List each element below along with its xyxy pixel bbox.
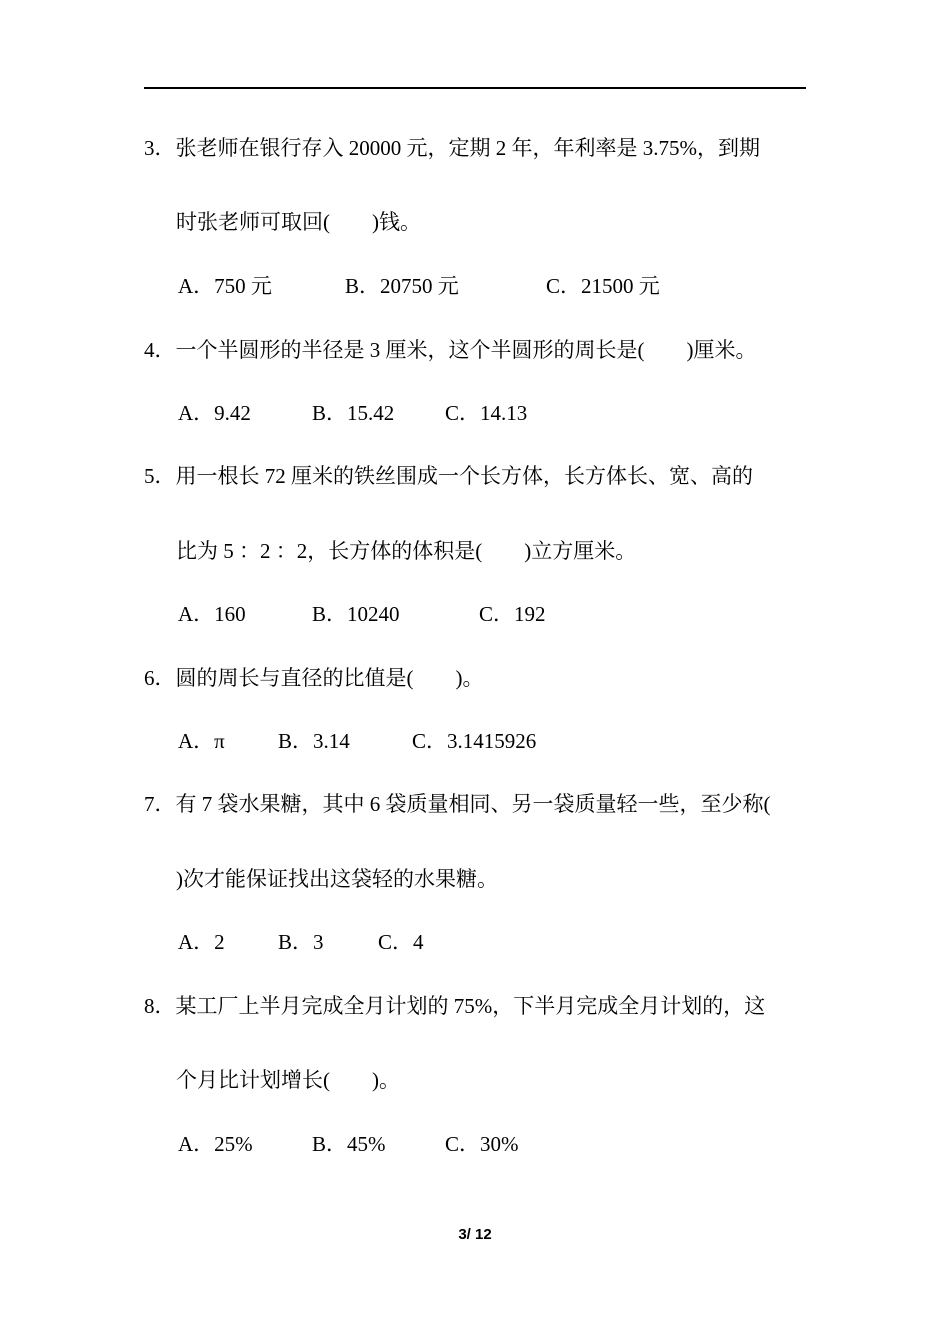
question-4-option-a[interactable]: A．9.42 bbox=[178, 401, 251, 425]
question-5-line-2: 比为 5 ：2 ：2，长方体的体积是( )立方厘米。 bbox=[176, 539, 637, 563]
question-7-line-2: )次才能保证找出这袋轻的水果糖。 bbox=[176, 867, 498, 891]
question-4-option-c[interactable]: C．14.13 bbox=[445, 401, 528, 425]
question-8-line-2: 个月比计划增长( )。 bbox=[176, 1068, 400, 1092]
question-8-option-a[interactable]: A．25% bbox=[178, 1132, 253, 1156]
question-5-option-a[interactable]: A．160 bbox=[178, 602, 246, 626]
question-6-line-1: 6．圆的周长与直径的比值是( )。 bbox=[144, 666, 484, 690]
question-8-option-c[interactable]: C．30% bbox=[445, 1132, 519, 1156]
question-3-option-b[interactable]: B．20750 元 bbox=[345, 274, 459, 298]
question-5-option-c[interactable]: C．192 bbox=[479, 602, 546, 626]
question-8-option-b[interactable]: B．45% bbox=[312, 1132, 386, 1156]
question-3-option-c[interactable]: C．21500 元 bbox=[546, 274, 660, 298]
question-5-line-1: 5．用一根长 72 厘米的铁丝围成一个长方体，长方体长、宽、高的 bbox=[144, 464, 753, 488]
question-7-option-b[interactable]: B．3 bbox=[278, 930, 324, 954]
question-6-option-a[interactable]: A．π bbox=[178, 729, 225, 753]
question-4-option-b[interactable]: B．15.42 bbox=[312, 401, 395, 425]
question-3-option-a[interactable]: A．750 元 bbox=[178, 274, 272, 298]
question-8-line-1: 8．某工厂上半月完成全月计划的 75%，下半月完成全月计划的，这 bbox=[144, 994, 766, 1018]
question-6-option-b[interactable]: B．3.14 bbox=[278, 729, 350, 753]
question-7-line-1: 7．有 7 袋水果糖，其中 6 袋质量相同、另一袋质量轻一些，至少称( bbox=[144, 792, 771, 816]
question-6-option-c[interactable]: C．3.1415926 bbox=[412, 729, 537, 753]
question-4-line-1: 4．一个半圆形的半径是 3 厘米，这个半圆形的周长是( )厘米。 bbox=[144, 338, 757, 362]
header-rule bbox=[144, 87, 806, 89]
question-5-option-b[interactable]: B．10240 bbox=[312, 602, 400, 626]
question-7-option-c[interactable]: C．4 bbox=[378, 930, 424, 954]
page-number: 3/ 12 bbox=[458, 1226, 492, 1243]
question-3-line-1: 3．张老师在银行存入 20000 元，定期 2 年，年利率是 3.75%，到期 bbox=[144, 136, 760, 160]
question-3-line-2: 时张老师可取回( )钱。 bbox=[176, 210, 421, 234]
question-7-option-a[interactable]: A．2 bbox=[178, 930, 225, 954]
